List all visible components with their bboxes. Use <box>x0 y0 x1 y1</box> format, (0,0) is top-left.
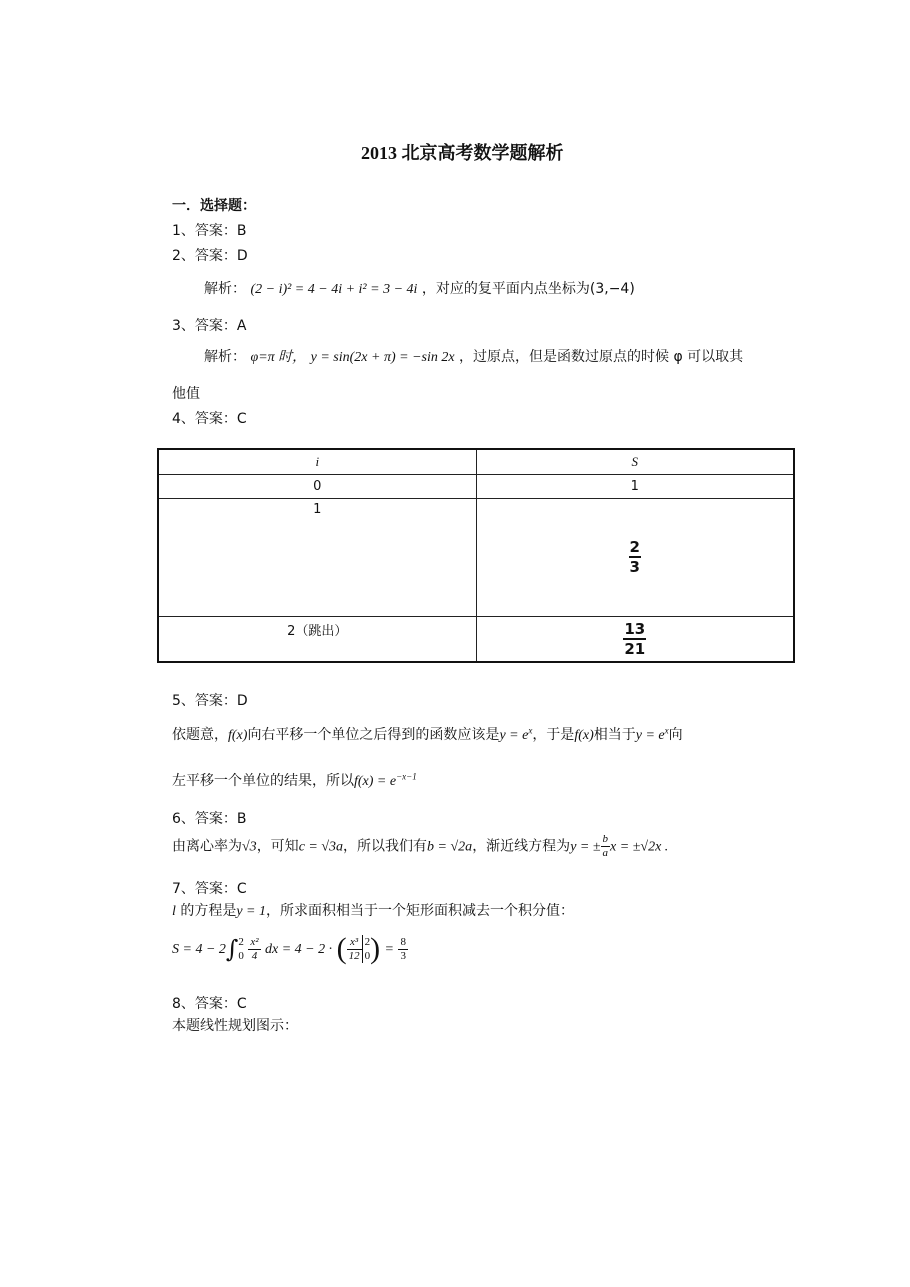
table-fraction <box>623 620 646 658</box>
q7-dx: dx = 4 − 2 · <box>265 942 333 957</box>
evaluation-bar <box>362 935 371 964</box>
right-paren: ) <box>370 932 381 965</box>
left-paren: ( <box>336 932 347 965</box>
q6-text: ，所以我们有 <box>343 838 428 855</box>
q6-text: ，渐近线方程为 <box>472 838 571 855</box>
q7-l: l <box>172 904 176 919</box>
q5-line-2 <box>172 770 417 790</box>
q7-text: ，所求面积相当于一个矩形面积减去一个积分值： <box>266 903 575 919</box>
fraction-numerator: x² <box>250 935 259 948</box>
q7-equals: = <box>384 942 394 957</box>
fraction-denominator: 12 <box>348 949 360 962</box>
q7-lhs: S = 4 − 2 <box>172 942 226 957</box>
answer-1: 1、答案：B <box>172 223 247 239</box>
table-header-s: S <box>476 449 794 474</box>
fraction-denominator: 3 <box>629 558 640 576</box>
q5-text: 向 <box>668 727 683 743</box>
fraction-denominator: 4 <box>251 949 258 962</box>
q3-continuation: 他值 <box>172 386 200 402</box>
q5-text: ，于是 <box>532 727 575 743</box>
q7-formula <box>172 932 408 966</box>
fraction-numerator: b <box>602 833 609 845</box>
table-cell-s <box>476 498 794 616</box>
q6-c-eq: c = √3a <box>298 839 344 855</box>
q3-condition: φ=π 时， <box>250 350 307 365</box>
fraction-numerator: x³ <box>347 937 362 950</box>
table-cell-i: 1 <box>158 498 476 616</box>
answer-2: 2、答案：D <box>172 248 248 264</box>
answer-3: 3、答案：A <box>172 318 247 334</box>
q7-eq: y = 1 <box>236 904 267 919</box>
table-cell-s: 1 <box>476 474 794 498</box>
q2-suffix: ，对应的复平面内点坐标为(3,−4) <box>421 281 635 297</box>
table-cell-i: 2（跳出） <box>158 616 476 662</box>
q3-suffix: ，过原点，但是函数过原点的时候 φ 可以取其 <box>459 349 744 365</box>
answer-4: 4、答案：C <box>172 411 247 427</box>
q5-text: 相当于 <box>593 727 636 743</box>
answer-5: 5、答案：D <box>172 693 248 709</box>
table-fraction <box>629 538 641 576</box>
q5-eq-2: y = e <box>635 728 665 743</box>
q6-asym-pre: y = ± <box>570 839 601 855</box>
table-header-i: i <box>158 449 476 474</box>
q7-integrand <box>248 937 260 962</box>
q5-line-1: 依题意，f(x)向右平移一个单位之后得到的函数应该是$y = e^x$，于是f(x)相当于$y = e^x$向 <box>172 725 683 743</box>
q2-prefix: 解析： <box>204 281 246 297</box>
table-row <box>158 498 794 616</box>
page-title: 2013 北京高考数学题解析 <box>361 143 564 163</box>
fraction-denominator: 3 <box>400 949 406 962</box>
q6-sqrt3: √3 <box>242 839 257 855</box>
q5-eq-1: y = e <box>499 728 529 743</box>
q6-asym-post: x = ±√2x . <box>610 839 669 855</box>
q8-text: 本题线性规划图示： <box>172 1018 298 1034</box>
q7-line-1 <box>172 900 574 920</box>
answer-8: 8、答案：C <box>172 996 247 1012</box>
table-header-row <box>158 449 794 474</box>
q3-prefix: 解析： <box>204 349 246 365</box>
q6-text: ，可知 <box>256 838 299 855</box>
integral-limits <box>238 935 244 964</box>
integral-sign: ∫ <box>225 935 239 963</box>
fraction-denominator: 21 <box>624 639 646 658</box>
fraction-numerator: 8 <box>400 935 406 948</box>
q7-antiderivative <box>347 937 362 962</box>
q5-text: 左平移一个单位的结果，所以 <box>172 773 354 789</box>
q5-text: 向右平移一个单位之后得到的函数应该是 <box>247 727 500 743</box>
table-cell-s <box>476 616 794 662</box>
q5-fx-result: f(x) = e <box>354 774 397 789</box>
q6-fraction <box>601 834 611 859</box>
q3-formula: y = sin(2x + π) = −sin 2x <box>310 350 455 365</box>
fraction-denominator: a <box>602 847 609 859</box>
loop-table <box>157 448 795 663</box>
eval-upper: 2 <box>364 935 371 948</box>
q3-explanation <box>204 346 743 366</box>
answer-7: 7、答案：C <box>172 881 247 897</box>
eval-lower: 0 <box>364 950 371 962</box>
q6-explanation <box>172 834 668 859</box>
integral-upper: 2 <box>238 935 244 948</box>
q7-text: 的方程是 <box>180 903 237 919</box>
answer-6: 6、答案：B <box>172 811 247 827</box>
q5-exponent: −x−1 <box>396 771 417 782</box>
q2-formula: (2 − i)² = 4 − 4i + i² = 3 − 4i <box>250 282 418 297</box>
table-row <box>158 616 794 662</box>
q5-fx: f(x) <box>574 728 594 743</box>
table-cell-i: 0 <box>158 474 476 498</box>
table-row <box>158 474 794 498</box>
q7-result <box>398 937 408 962</box>
q2-explanation <box>204 278 635 298</box>
fraction-numerator: 13 <box>624 619 646 638</box>
fraction-numerator: 2 <box>629 538 640 556</box>
q5-text: 依题意， <box>172 727 228 743</box>
q6-text: 由离心率为 <box>172 838 242 855</box>
section-heading: 一．选择题： <box>172 198 256 214</box>
q6-b-eq: b = √2a <box>427 839 473 855</box>
q5-fx: f(x) <box>228 728 248 743</box>
integral-lower: 0 <box>238 950 244 962</box>
